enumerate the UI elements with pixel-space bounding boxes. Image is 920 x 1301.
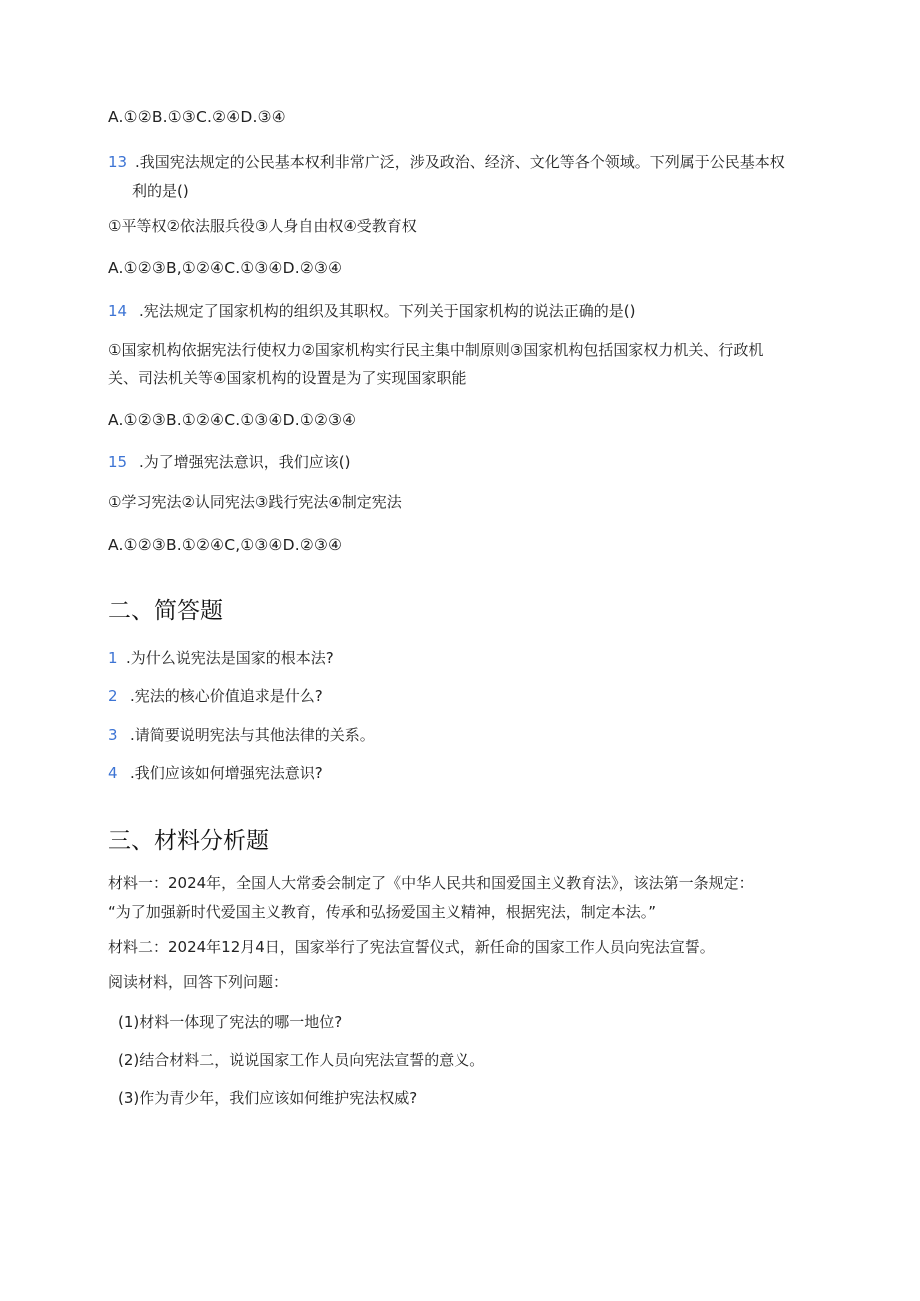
q13-text: .我国宪法规定的公民基本权利非常广泛，涉及政治、经济、文化等各个领域。下列属于公民基本权 [135, 153, 785, 171]
q15-number: 15 [108, 453, 128, 471]
q14-options: A.①②③B.①②④C.①③④D.①②③④ [108, 411, 357, 429]
q14-stem [108, 301, 635, 321]
short-answer-2-text: .宪法的核心价值追求是什么? [130, 687, 323, 705]
q14-items: ①国家机构依据宪法行使权力②国家机构实行民主集中制原则③国家机构包括国家权力机关、行政机 [108, 341, 764, 359]
q13-stem [108, 152, 785, 172]
q14-number: 14 [108, 302, 128, 320]
section2-title: 二、简答题 [108, 598, 223, 624]
short-answer-4-number: 4 [108, 764, 118, 782]
short-answer-3-number: 3 [108, 726, 118, 744]
sub-question-2: (2)结合材料二，说说国家工作人员向宪法宣誓的意义。 [118, 1051, 485, 1069]
section3-title: 三、材料分析题 [108, 828, 269, 854]
q15-stem [108, 452, 350, 472]
reading-instruction: 阅读材料，回答下列问题： [108, 973, 289, 991]
q15-text: .为了增强宪法意识，我们应该() [139, 453, 351, 471]
material-2: 材料二：2024年12月4日，国家举行了宪法宣誓仪式，新任命的国家工作人员向宪法宣誓。 [108, 938, 715, 956]
short-answer-1-number: 1 [108, 649, 118, 667]
short-answer-4 [108, 763, 323, 783]
short-answer-2 [108, 686, 323, 706]
q15-options: A.①②③B.①②④C,①③④D.②③④ [108, 536, 343, 554]
q15-items: ①学习宪法②认同宪法③践行宪法④制定宪法 [108, 493, 402, 511]
short-answer-4-text: .我们应该如何增强宪法意识? [130, 764, 323, 782]
short-answer-1 [108, 648, 334, 668]
short-answer-3-text: .请简要说明宪法与其他法律的关系。 [130, 726, 375, 744]
q14-items-continued: 关、司法机关等④国家机构的设置是为了实现国家职能 [108, 369, 467, 387]
q14-text: .宪法规定了国家机构的组织及其职权。下列关于国家机构的说法正确的是() [139, 302, 636, 320]
q13-number: 13 [108, 153, 128, 171]
short-answer-2-number: 2 [108, 687, 118, 705]
sub-question-3: (3)作为青少年，我们应该如何维护宪法权威? [118, 1089, 418, 1107]
q13-items: ①平等权②依法服兵役③人身自由权④受教育权 [108, 217, 417, 235]
short-answer-1-text: .为什么说宪法是国家的根本法? [126, 649, 334, 667]
q13-stem-continued: 利的是() [132, 182, 189, 200]
q13-options: A.①②③B,①②④C.①③④D.②③④ [108, 259, 343, 277]
material-1: 材料一：2024年，全国人大常委会制定了《中华人民共和国爱国主义教育法》，该法第一条规定： [108, 874, 754, 892]
material-1-quote: “为了加强新时代爱国主义教育，传承和弘扬爱国主义精神，根据宪法，制定本法。” [108, 903, 657, 921]
sub-question-1: (1)材料一体现了宪法的哪一地位? [118, 1013, 343, 1031]
q12-options: A.①②B.①③C.②④D.③④ [108, 108, 286, 126]
short-answer-3 [108, 725, 375, 745]
